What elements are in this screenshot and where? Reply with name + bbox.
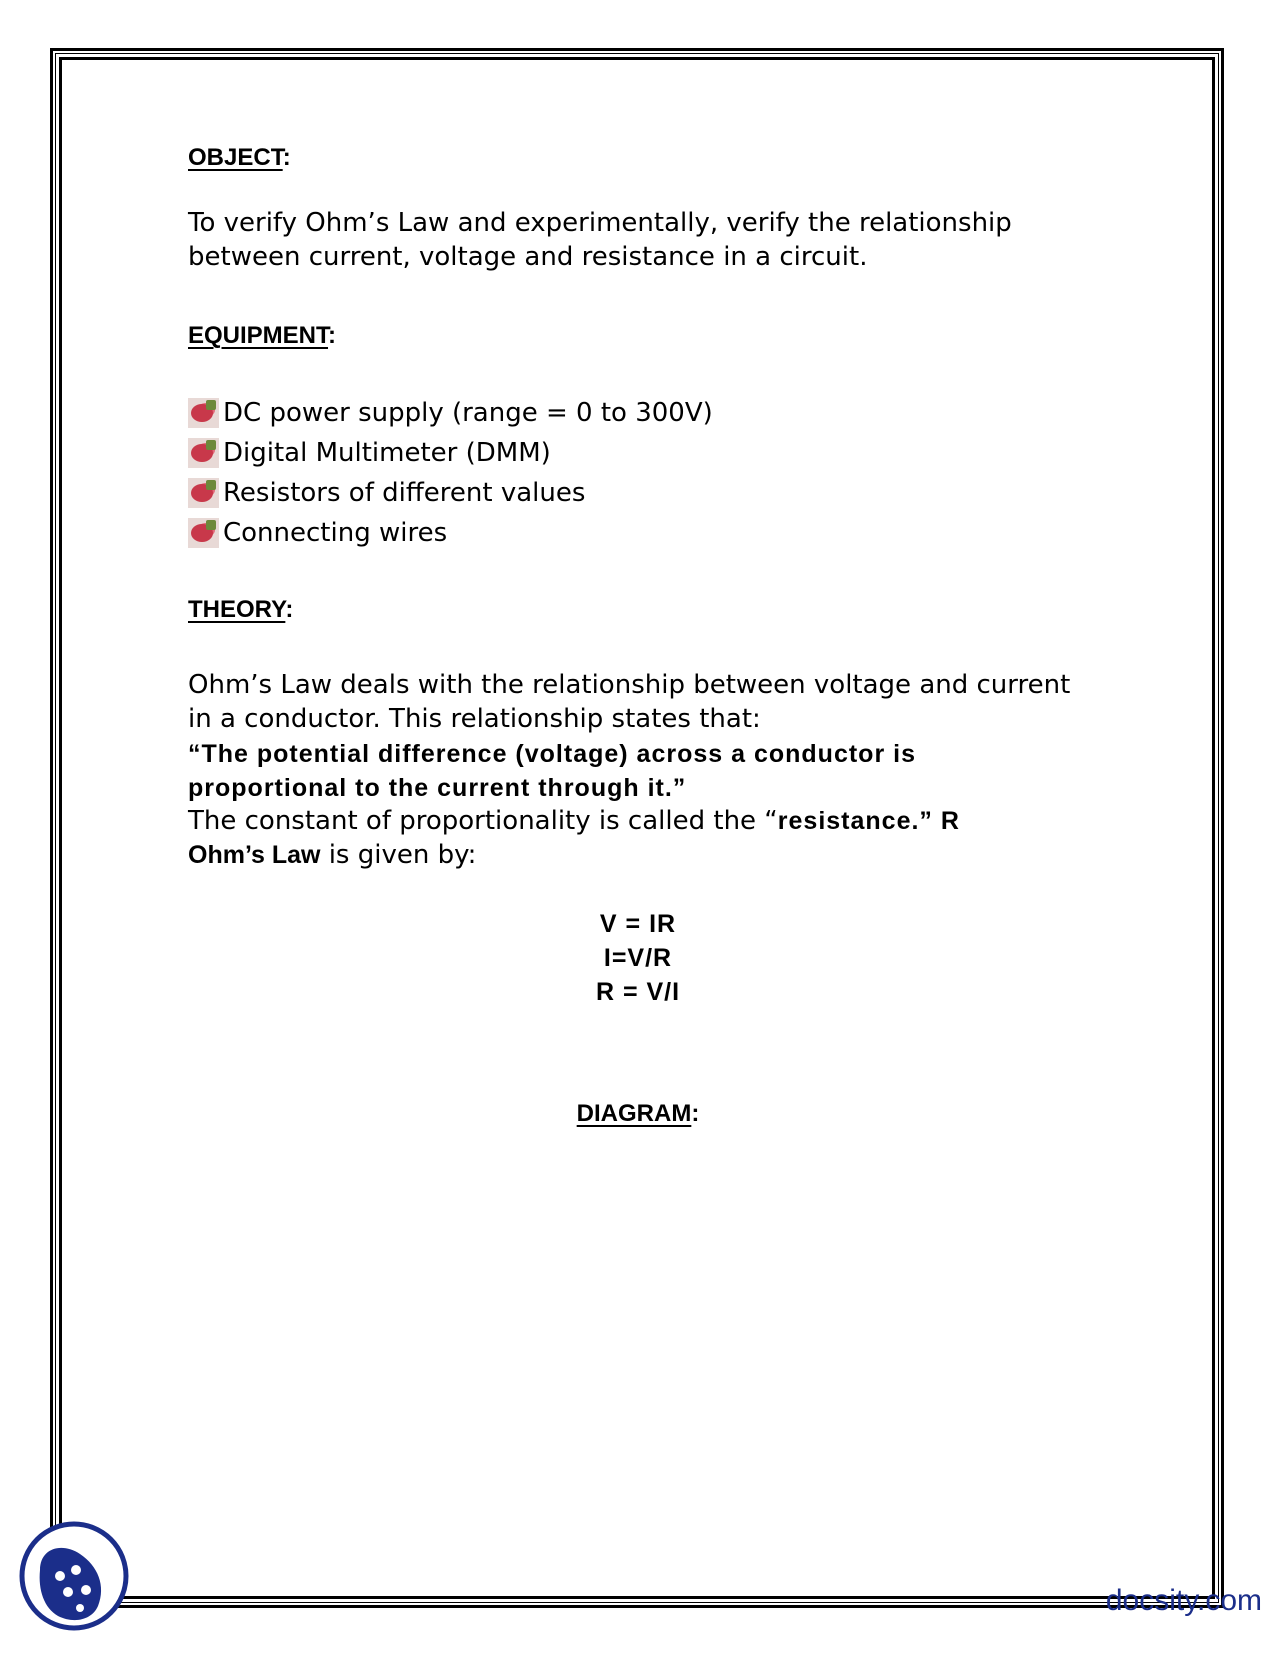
equipment-item-label: Resistors of different values (223, 478, 586, 508)
list-item (188, 438, 551, 468)
flower-bullet-icon (188, 518, 219, 548)
equipment-heading-label: EQUIPMENT (188, 322, 329, 349)
docsity-brand-link[interactable]: docsity.com (1105, 1584, 1262, 1617)
formula-r-v-i: R = V/I (595, 978, 681, 1006)
diagram-heading-colon: : (691, 1100, 700, 1127)
equipment-item-label: Connecting wires (223, 518, 448, 548)
theory-line-5-bold: resistance.” R (777, 807, 960, 835)
theory-line-5 (188, 804, 960, 838)
flower-bullet-icon (188, 478, 219, 508)
equipment-item-label: Digital Multimeter (DMM) (223, 438, 551, 468)
diagram-heading (188, 1100, 1088, 1128)
flower-bullet-icon (188, 438, 219, 468)
flower-bullet-icon (188, 398, 219, 428)
formula-v-ir: V = IR (599, 910, 677, 938)
object-line-1: To verify Ohm’s Law and experimentally, verify the relationship (188, 208, 1012, 238)
equipment-heading (188, 322, 336, 350)
theory-line-6-text: is given by: (320, 840, 477, 870)
theory-line-2: in a conductor. This relationship states that: (188, 704, 761, 734)
theory-heading-label: THEORY (188, 596, 286, 623)
theory-heading-colon: : (285, 596, 294, 623)
object-heading (188, 144, 291, 172)
equipment-heading-colon: : (328, 322, 337, 349)
formula-i-v-r: I=V/R (603, 944, 673, 972)
equipment-item-label: DC power supply (range = 0 to 300V) (223, 398, 713, 428)
diagram-heading-label: DIAGRAM (576, 1100, 692, 1127)
theory-line-1: Ohm’s Law deals with the relationship between voltage and current (188, 670, 1071, 700)
theory-heading (188, 596, 293, 624)
list-item (188, 478, 585, 508)
object-heading-colon: : (282, 144, 291, 171)
theory-quote-line-2: proportional to the current through it.” (188, 774, 687, 802)
theory-line-6 (188, 838, 476, 872)
theory-line-6-bold: Ohm’s Law (188, 841, 321, 869)
object-line-2: between current, voltage and resistance in a circuit. (188, 242, 868, 272)
list-item (188, 398, 713, 428)
theory-quote-line-1: “The potential difference (voltage) across a conductor is (188, 740, 916, 768)
object-heading-label: OBJECT (188, 144, 283, 171)
docsity-logo-icon (18, 1520, 130, 1632)
list-item (188, 518, 447, 548)
theory-line-5-text: The constant of proportionality is called the “ (188, 806, 778, 836)
